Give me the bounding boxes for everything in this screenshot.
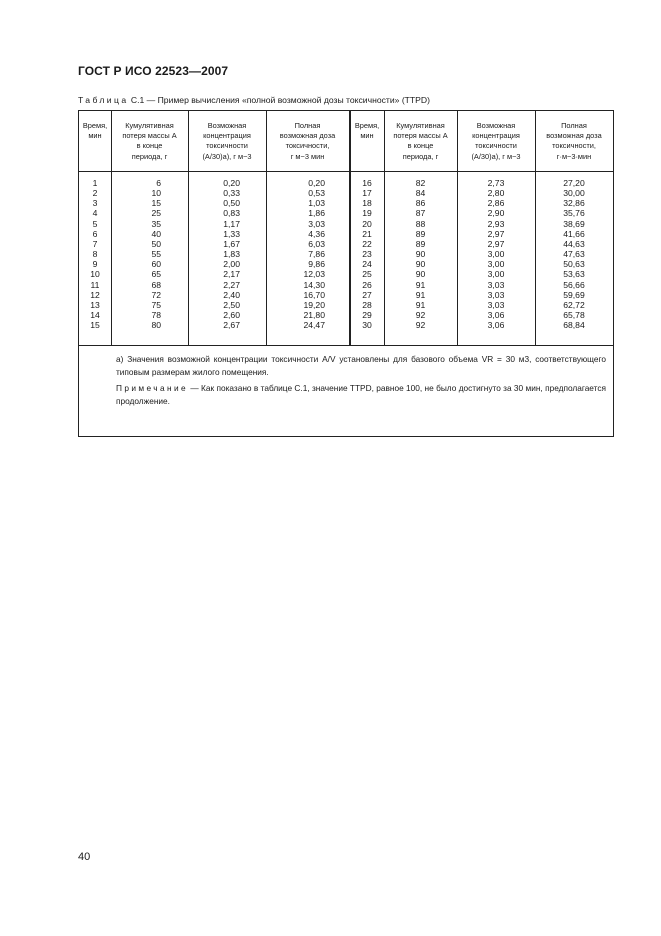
column-values: 6 10 15 25 35 40 50 55 60 65 68 72 75 78 80 xyxy=(151,178,161,331)
column-header: Время, мин xyxy=(82,121,108,141)
column-time-left xyxy=(79,111,111,345)
footnote-a: a) Значения возможной концентрации токсичности A/V установлены для базового объема VR = 30 м3, соответствующего типовым размерам жилого помещения. xyxy=(116,354,606,377)
column-header: Кумулятивная потеря массы A в конце периода, г xyxy=(122,121,177,161)
caption-text: С.1 — Пример вычисления «полной возможной дозы токсичности» (TTPD) xyxy=(128,95,430,105)
column-header: Кумулятивная потеря массы A в конце периода, г xyxy=(393,121,448,161)
table-note xyxy=(86,382,606,407)
column-header: Время, мин xyxy=(354,121,380,141)
column-dose-left xyxy=(266,111,349,345)
page-number: 40 xyxy=(78,851,91,863)
note-label: Примечание xyxy=(116,383,189,394)
caption-prefix: Таблица xyxy=(78,95,129,105)
body-divider xyxy=(79,345,613,346)
column-header: Возможная концентрация токсичности (A/30)a), г м−3 xyxy=(471,121,521,161)
table-caption xyxy=(78,95,430,105)
column-mass-right xyxy=(384,111,457,345)
column-header: Возможная концентрация токсичности (A/30)a), г м−3 xyxy=(202,121,252,161)
column-values: 0,20 0,53 1,03 1,86 3,03 4,36 6,03 7,86 9,86 12,03 14,30 16,70 19,20 21,80 24,47 xyxy=(303,178,325,331)
column-concentration-right xyxy=(457,111,535,345)
column-values: 27,20 30,00 32,86 35,76 38,69 41,66 44,63 47,63 50,63 53,63 56,66 59,69 62,72 65,78 68,84 xyxy=(563,178,585,331)
column-concentration-left xyxy=(188,111,266,345)
column-values: 1 2 3 4 5 6 7 8 9 10 11 12 13 14 15 xyxy=(90,178,100,331)
column-values: 82 84 86 87 88 89 89 90 90 90 91 91 91 92 92 xyxy=(415,178,426,331)
column-mass-left xyxy=(111,111,188,345)
column-values: 16 17 18 19 20 21 22 23 24 25 26 27 28 29 30 xyxy=(362,178,372,331)
note-text: — Как показано в таблице С.1, значение TTPD, равное 100, не было достигнуто за 30 мин, предполагается продолжение. xyxy=(116,383,606,406)
column-values: 0,20 0,33 0,50 0,83 1,17 1,33 1,67 1,83 2,00 2,17 2,27 2,40 2,50 2,60 2,67 xyxy=(223,178,240,331)
column-header: Полная возможная доза токсичности, г м−3 мин xyxy=(279,121,336,161)
document-header: ГОСТ Р ИСО 22523—2007 xyxy=(78,64,229,78)
column-values: 2,73 2,80 2,86 2,90 2,93 2,97 2,97 3,00 3,00 3,00 3,03 3,03 3,03 3,06 3,06 xyxy=(487,178,505,331)
data-table xyxy=(78,110,614,437)
column-dose-right xyxy=(535,111,613,345)
table-footnotes xyxy=(86,353,606,411)
column-time-right xyxy=(350,111,384,345)
column-header: Полная возможная доза токсичности, г·м−3·мин xyxy=(546,121,602,161)
